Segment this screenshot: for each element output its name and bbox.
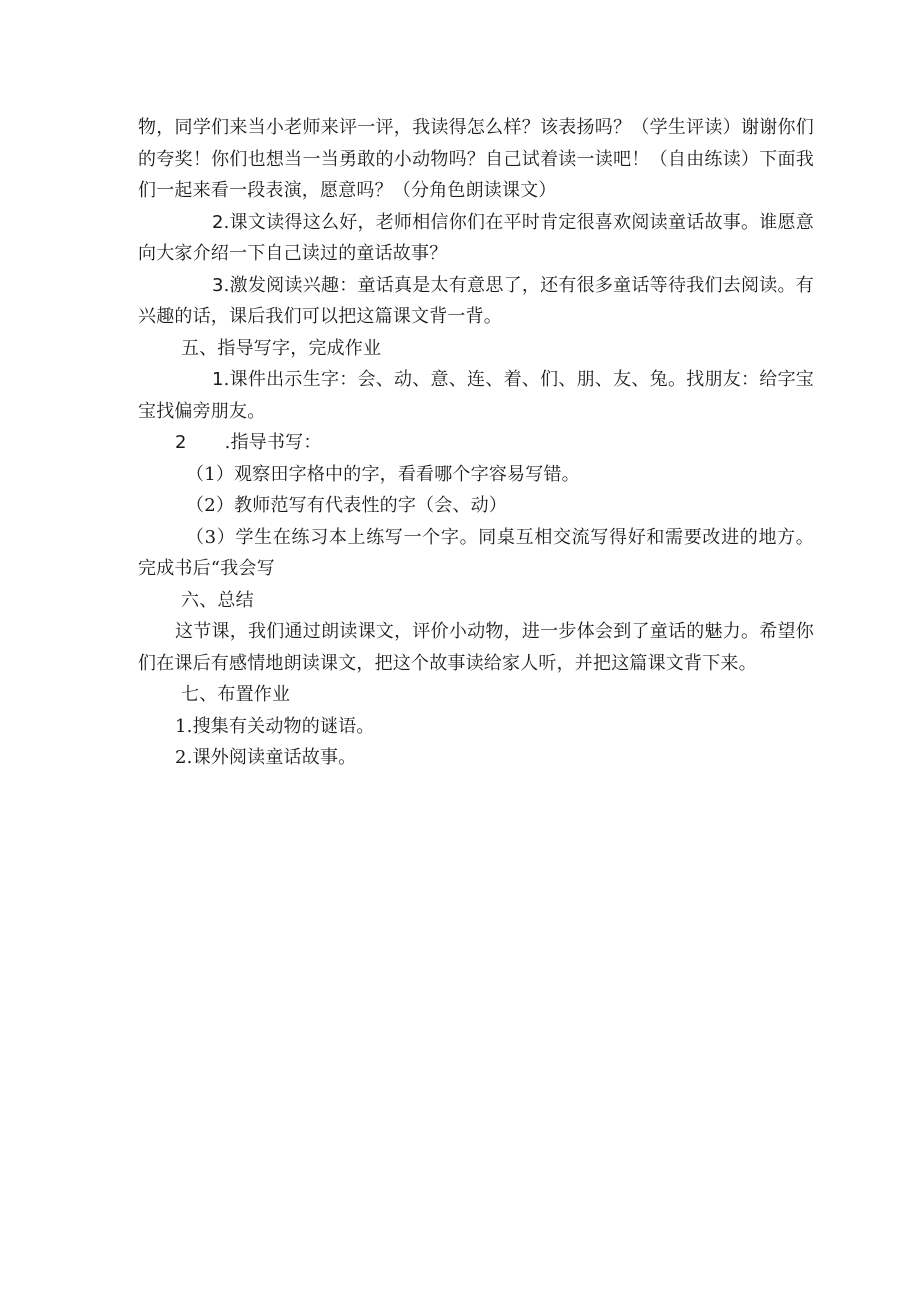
paragraph-reading-feedback: 物，同学们来当小老师来评一评，我读得怎么样？该表扬吗？（学生评读）谢谢你们的夸奖！你们也想当一当勇敢的小动物吗？自己试着读一读吧！（自由练读）下面我们一起来看一段表演，愿意吗？（分角色朗读课文） [138,117,814,201]
homework-item-2: 2.课外阅读童话故事。 [175,747,357,768]
paragraph-item-3 [138,270,814,333]
sub-item-2: （2）教师范写有代表性的字（会、动） [186,495,508,516]
paragraph-item-2 [138,207,814,270]
item-number: 3 [212,274,224,296]
item-text: .指导书写： [224,432,322,453]
section-heading-writing: 五、指导写字，完成作业 [181,337,382,359]
homework-item-1: 1.搜集有关动物的谜语。 [175,715,375,737]
paragraph-writing-item-2 [138,427,814,459]
section-heading-summary: 六、总结 [181,589,254,611]
sub-item-3: （3）学生在练习本上练写一个字。同桌互相交流写得好和需要改进的地方。完成书后“我会写 [138,526,814,579]
item-number: 2 [175,432,187,453]
paragraph-writing-item-1 [138,364,814,427]
item-text: .课件出示生字：会、动、意、连、着、们、朋、友、兔。找朋友：给字宝宝找偏旁朋友。 [138,369,814,422]
item-text: .课文读得这么好，老师相信你们在平时肯定很喜欢阅读童话故事。谁愿意向大家介绍一下自己读过的童话故事？ [138,211,814,264]
item-text: .激发阅读兴趣：童话真是太有意思了，还有很多童话等待我们去阅读。有兴趣的话，课后我们可以把这篇课文背一背。 [138,274,814,327]
sub-item-1: （1）观察田字格中的字，看看哪个字容易写错。 [186,463,580,485]
paragraph-summary: 这节课，我们通过朗读课文，评价小动物，进一步体会到了童话的魅力。希望你们在课后有感情地朗读课文，把这个故事读给家人听，并把这篇课文背下来。 [138,621,814,674]
section-heading-homework: 七、布置作业 [181,684,291,705]
document-body [138,112,814,774]
item-number: 1 [212,369,224,390]
item-number: 2 [212,211,224,233]
